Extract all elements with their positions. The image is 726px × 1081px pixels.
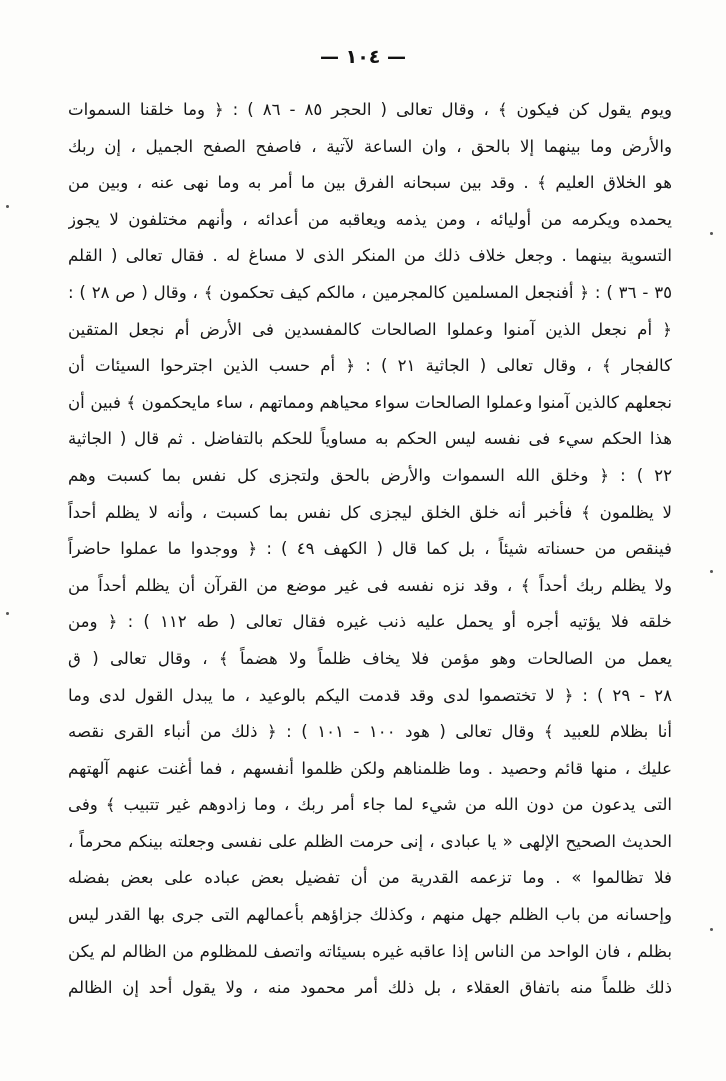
margin-mark (6, 205, 9, 208)
text-line: نجعلهم كالذين آمنوا وعملوا الصالحات سواء محياهم ومماتهم ، ساء مايحكمون ﴾ فبين أن (68, 392, 672, 412)
margin-mark (710, 928, 713, 931)
text-line: ﴿ أم نجعل الذين آمنوا وعملوا الصالحات كالمفسدين فى الأرض أم نجعل المتقين (68, 319, 672, 339)
body-text (68, 92, 672, 1007)
text-line: كالفجار ﴾ ، وقال تعالى ( الجاثية ٢١ ) : ﴿ أم حسب الذين اجترحوا السيئات أن (68, 356, 672, 376)
margin-mark (6, 612, 9, 615)
page-number: — ١٠٤ — (319, 46, 407, 68)
text-line: فلا تظالموا » . وما تزعمه القدرية من أن تفضيل بعض عباده على بعض بفضله (68, 868, 672, 888)
text-line: التسوية بينهما . وجعل خلاف ذلك من المنكر الذى لا مساغ له . فقال تعالى ( القلم (68, 246, 672, 266)
text-line: التى يدعون من دون الله من شيء لما جاء أمر ربك ، وما زادوهم غير تتبيب ﴾ وفى (68, 795, 672, 815)
text-line: عليك ، منها قائم وحصيد . وما ظلمناهم ولكن ظلموا أنفسهم ، فما أغنت عنهم آلهتهم (68, 758, 672, 778)
text-line: ويوم يقول كن فيكون ﴾ ، وقال تعالى ( الحجر ٨٥ - ٨٦ ) : ﴿ وما خلقنا السموات (68, 100, 672, 119)
text-line: ٣٥ - ٣٦ ) : ﴿ أفنجعل المسلمين كالمجرمين ، مالكم كيف تحكمون ﴾ ، وقال ( ص ٢٨ ) : (68, 282, 672, 302)
text-line: ٢٨ - ٢٩ ) : ﴿ لا تختصموا لدى وقد قدمت اليكم بالوعيد ، ما يبدل القول لدى وما (68, 685, 672, 705)
text-line: ٢٢ ) : ﴿ وخلق الله السموات والأرض بالحق ولتجزى كل نفس بما كسبت وهم (68, 465, 672, 485)
margin-mark (710, 570, 713, 573)
text-line: أنا بظلام للعبيد ﴾ وقال تعالى ( هود ١٠٠ - ١٠١ ) : ﴿ ذلك من أنباء القرى نقصه (68, 722, 672, 742)
text-line: يعمل من الصالحات وهو مؤمن فلا يخاف ظلماً ولا هضماً ﴾ ، وقال تعالى ( ق (68, 648, 672, 668)
text-line: لا يظلمون ﴾ فأخبر أنه خلق الخلق ليجزى كل نفس بما كسبت ، وأنه لا يظلم أحداً (68, 502, 672, 522)
text-line: الحديث الصحيح الإلهى « يا عبادى ، إنى حرمت الظلم على نفسى وجعلته بينكم محرماً ، (68, 831, 672, 851)
text-line: ولا يظلم ربك أحداً ﴾ ، وقد نزه نفسه فى غير موضع من القرآن أن يظلم أحداً من (68, 575, 672, 595)
text-line: وإحسانه من باب الظلم جهل منهم ، وكذلك جزاؤهم بأعمالهم التى جرى بها القدر ليس (68, 905, 672, 925)
text-line: بظلم ، فان الواحد من الناس إذا عاقبه غيره بسيئاته واتصف للمظلوم من الظالم لم يكن (68, 941, 672, 961)
text-line: ذلك ظلماً منه باتفاق العقلاء ، بل ذلك أمر محمود منه ، ولا يقول أحد إن الظالم (68, 978, 672, 998)
text-line: فينقص من حسناته شيئاً ، بل كما قال ( الكهف ٤٩ ) : ﴿ ووجدوا ما عملوا حاضراً (68, 539, 672, 559)
text-line: خلقه فلا يؤتيه أجره أو يحمل عليه ذنب غيره فقال تعالى ( طه ١١٢ ) : ﴿ ومن (68, 612, 672, 632)
text-line: هذا الحكم سيء فى نفسه ليس الحكم به مساوياً للحكم بالتفاضل . ثم قال ( الجاثية (68, 429, 672, 449)
text-line: هو الخلاق العليم ﴾ . وقد بين سبحانه الفرق بين ما أمر به وما نهى عنه ، وبين من (68, 173, 672, 193)
text-line: يحمده ويكرمه من أوليائه ، ومن يذمه ويعاقبه من أعدائه ، وأنهم مختلفون لا يجوز (68, 209, 672, 229)
margin-mark (710, 232, 713, 235)
text-line: والأرض وما بينهما إلا بالحق ، وان الساعة لآتية ، فاصفح الصفح الجميل ، إن ربك (68, 136, 672, 156)
